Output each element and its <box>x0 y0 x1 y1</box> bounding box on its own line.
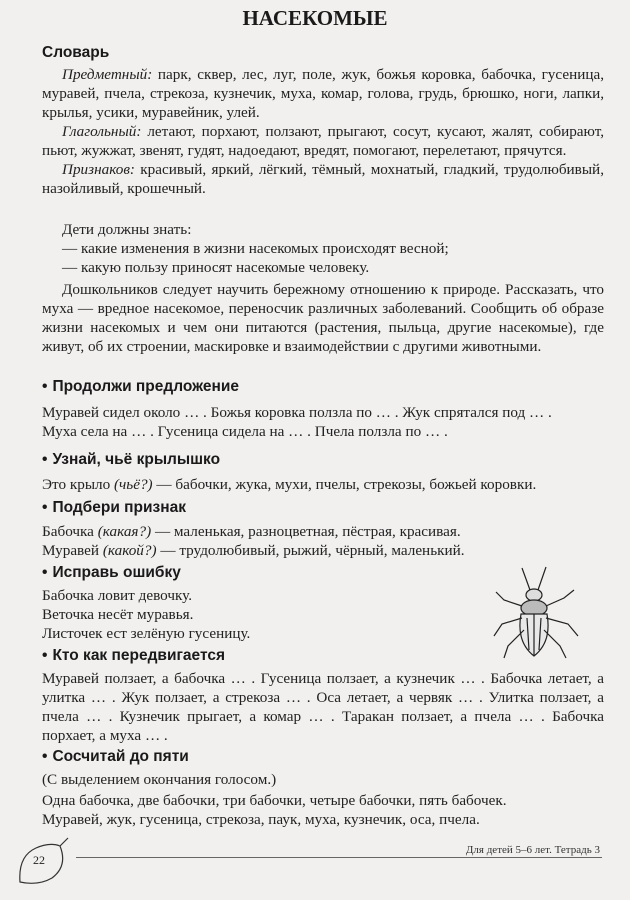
section-body <box>42 522 604 560</box>
heading-text: Кто как передвигается <box>52 647 226 664</box>
teacher-note-text: Дошкольников следует научить бережному отношению к природе. Рассказать, что муха — вредное насекомое, переносчик различных заболеваний. Сообщить об образе жизни насекомых и чем они питаются (растения, пыльца, другие насекомые), где живут, об их строении, маскировке и взаимодействии с другими животными. <box>42 281 604 355</box>
heading-text: Узнай, чьё крылышко <box>52 451 221 468</box>
must-know-item: — какие изменения в жизни насекомых происходят весной; <box>62 240 449 257</box>
line <box>42 541 604 560</box>
heading-text: Продолжи предложение <box>52 378 240 395</box>
heading-text: Подбери признак <box>52 499 186 516</box>
line <box>42 522 604 541</box>
section-heading: • Узнай, чьё крылышко <box>42 451 221 468</box>
heading-text: Словарь <box>42 44 110 61</box>
item-text: парк, сквер, лес, луг, поле, жук, божья коровка, бабочка, гусеница, муравей, пчела, стрекоза, кузнечик, муха, комар, голова, грудь, брюшко, ноги, лапки, крылья, усики, муравейник, улей. <box>42 66 604 121</box>
section-heading: • Сосчитай до пяти <box>42 748 189 765</box>
line: (С выделением окончания голосом.) <box>42 771 277 788</box>
item-label: Предметный: <box>62 66 153 83</box>
section-body <box>42 403 604 441</box>
line: Муравей, жук, гусеница, стрекоза, паук, муха, кузнечик, оса, пчела. <box>42 811 480 828</box>
text: — маленькая, разноцветная, пёстрая, красивая. <box>151 523 461 540</box>
text: Бабочка <box>42 523 98 540</box>
beetle-illustration <box>490 562 585 662</box>
page-title: НАСЕКОМЫЕ <box>242 6 388 30</box>
text: — трудолюбивый, рыжий, чёрный, маленький. <box>156 542 465 559</box>
section-body <box>42 475 604 494</box>
page-number: 22 <box>33 853 45 867</box>
dictionary-item <box>42 122 604 160</box>
must-know-block <box>42 220 604 277</box>
line: Листочек ест зелёную гусеницу. <box>42 625 251 642</box>
line: Одна бабочка, две бабочки, три бабочки, четыре бабочки, пять бабочек. <box>42 792 507 809</box>
dictionary-block <box>42 65 604 198</box>
item-text: красивый, яркий, лёгкий, тёмный, мохнатый, гладкий, трудолюбивый, назойливый, крошечный. <box>42 161 604 197</box>
dictionary-heading <box>42 44 109 62</box>
question: (какая?) <box>97 523 152 540</box>
item-label: Глагольный: <box>62 123 142 140</box>
teacher-note <box>42 280 604 356</box>
line: Муравей сидел около … . Божья коровка ползла по … . Жук спрятался под … . <box>42 404 552 421</box>
must-know-item: — какую пользу приносят насекомые человеку. <box>62 259 370 276</box>
question: (чьё?) <box>114 476 153 493</box>
section-heading: • Продолжи предложение <box>42 378 240 395</box>
heading-text: Исправь ошибку <box>52 564 181 581</box>
section-heading: • Подбери признак <box>42 499 186 516</box>
heading-text: Сосчитай до пяти <box>52 748 189 765</box>
section-heading: • Кто как передвигается <box>42 647 226 664</box>
item-label: Признаков: <box>62 161 135 178</box>
line: Веточка несёт муравья. <box>42 606 194 623</box>
paragraph: Муравей ползает, а бабочка … . Гусеница ползает, а кузнечик … . Бабочка летает, а улитка … . Жук ползает, а стрекоза … . Оса летает, а червяк … . Улитка ползает, а пчела … . Кузнечик прыгает, а комар … . Таракан ползает, а пчела … . Бабочка порхает, а муха … . <box>42 670 604 744</box>
line <box>42 475 604 494</box>
dictionary-item <box>42 65 604 122</box>
footer-divider <box>76 857 602 858</box>
line: Бабочка ловит девочку. <box>42 587 193 604</box>
section-heading: • Исправь ошибку <box>42 564 181 581</box>
section-body <box>42 669 604 745</box>
item-text: летают, порхают, ползают, прыгают, сосут, кусают, жалят, собирают, пьют, жужжат, звенят, гудят, надоедают, вредят, помогают, перелетают, прячутся. <box>42 123 604 159</box>
must-know-intro: Дети должны знать: <box>62 221 192 238</box>
text: Муравей <box>42 542 103 559</box>
line: Муха села на … . Гусеница сидела на … . Пчела ползла по … . <box>42 423 448 440</box>
section-body <box>42 770 604 829</box>
text: — бабочки, жука, мухи, пчелы, стрекозы, божьей коровки. <box>152 476 537 493</box>
text: Это крыло <box>42 476 114 493</box>
dictionary-item <box>42 160 604 198</box>
question: (какой?) <box>102 542 157 559</box>
footer-caption: Для детей 5–6 лет. Тетрадь 3 <box>465 844 600 856</box>
